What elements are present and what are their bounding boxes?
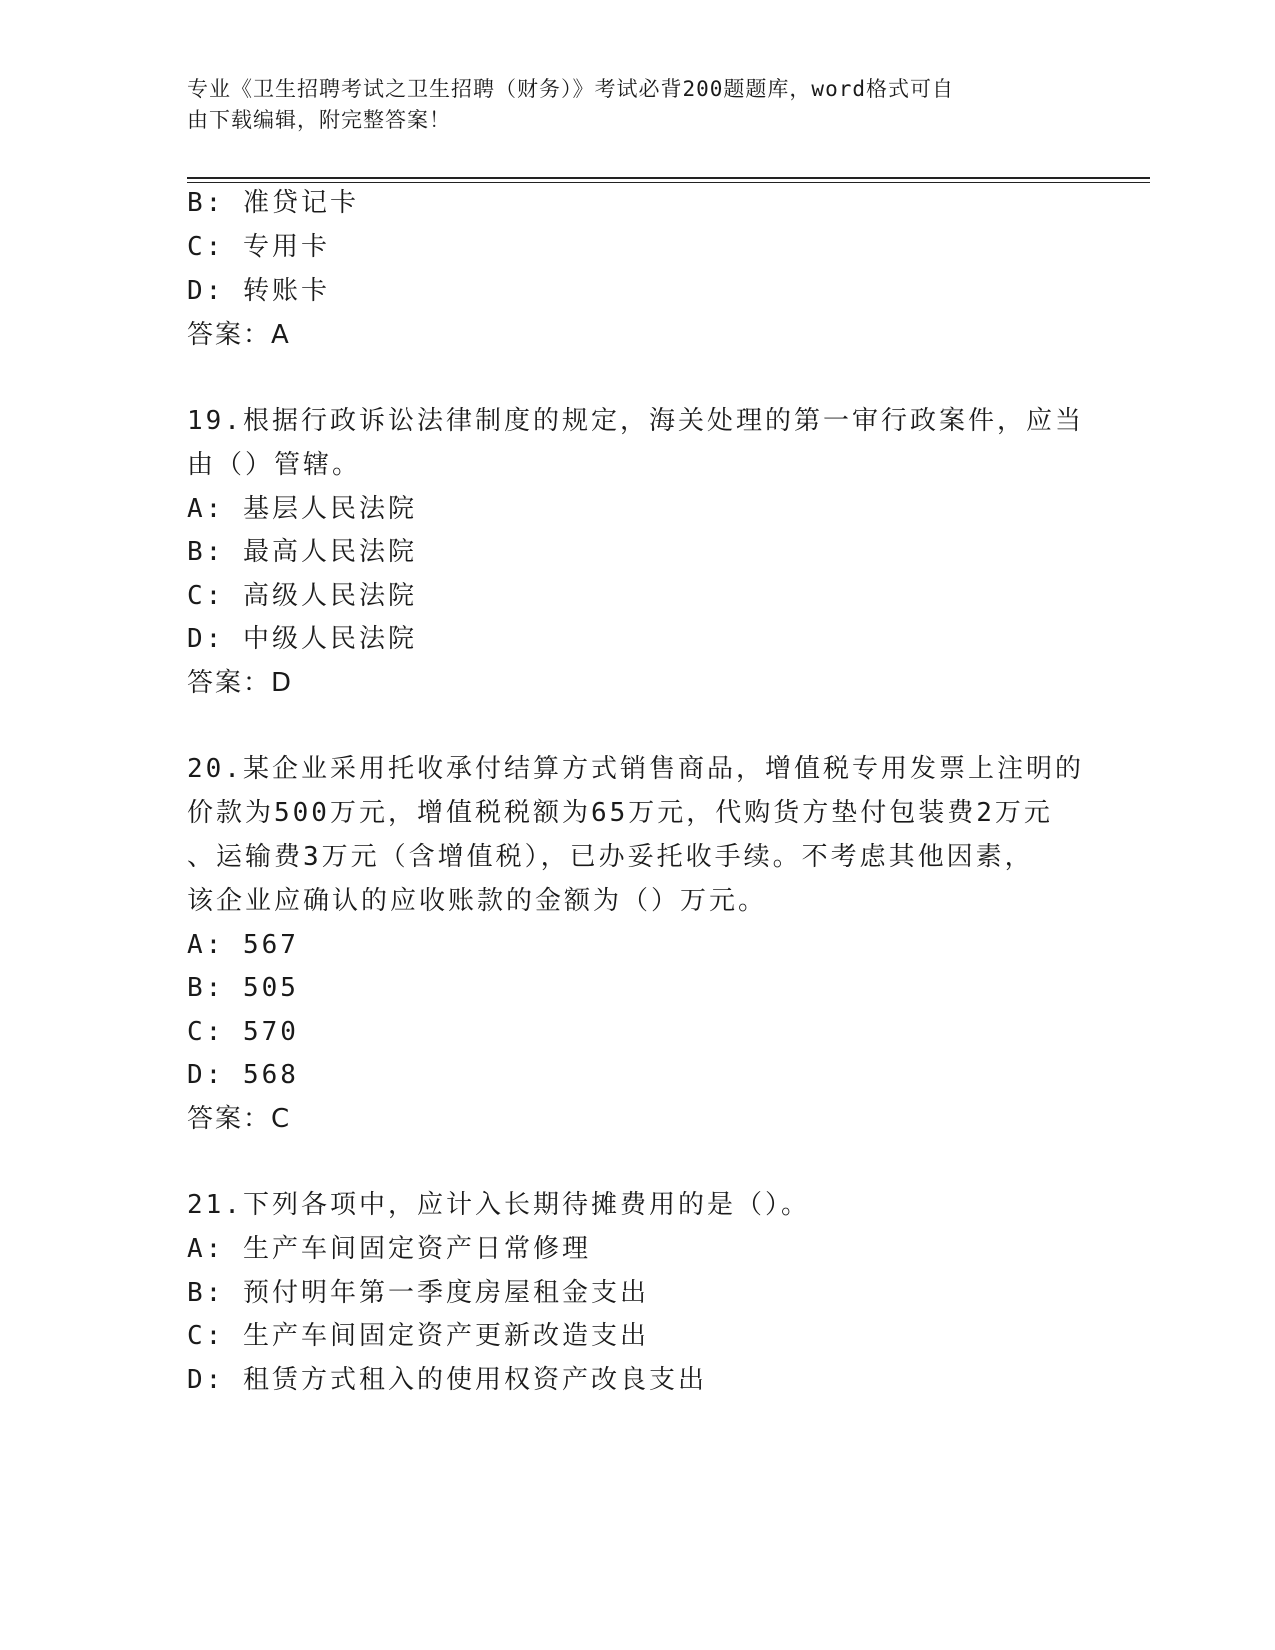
header-divider-thin — [187, 182, 1150, 183]
q18-option-d: D: 转账卡 — [187, 276, 330, 306]
q20-stem-line-4: 该企业应确认的应收账款的金额为（）万元。 — [187, 886, 768, 916]
q20-option-b: B: 505 — [187, 973, 299, 1003]
q20-option-c: C: 570 — [187, 1017, 299, 1047]
q20-option-d: D: 568 — [187, 1060, 299, 1090]
q19-option-d: D: 中级人民法院 — [187, 624, 417, 654]
q21-option-a: A: 生产车间固定资产日常修理 — [187, 1234, 591, 1264]
q20-answer: 答案：C — [187, 1104, 292, 1134]
header-divider-thick — [187, 177, 1150, 179]
document-header — [187, 74, 1087, 136]
q19-answer: 答案：D — [187, 668, 294, 698]
q21-stem-line-1: 21.下列各项中，应计入长期待摊费用的是（）。 — [187, 1190, 810, 1220]
q18-option-b: B: 准贷记卡 — [187, 188, 359, 218]
q21-option-d: D: 租赁方式租入的使用权资产改良支出 — [187, 1365, 707, 1395]
header-line-1: 专业《卫生招聘考试之卫生招聘（财务）》考试必背200题题库，word格式可自 — [187, 77, 954, 101]
q19-option-b: B: 最高人民法院 — [187, 537, 417, 567]
q18-option-c: C: 专用卡 — [187, 232, 330, 262]
q19-option-a: A: 基层人民法院 — [187, 494, 417, 524]
q20-stem-line-2: 价款为500万元，增值税税额为65万元，代购货方垫付包装费2万元 — [187, 798, 1053, 828]
header-line-2: 由下载编辑，附完整答案！ — [187, 108, 451, 132]
q19-stem-line-1: 19.根据行政诉讼法律制度的规定，海关处理的第一审行政案件，应当 — [187, 406, 1084, 436]
q19-option-c: C: 高级人民法院 — [187, 581, 417, 611]
q18-answer: 答案：A — [187, 320, 291, 350]
q20-stem-line-3: 、运输费3万元（含增值税），已办妥托收手续。不考虑其他因素， — [187, 842, 1034, 872]
q21-option-b: B: 预付明年第一季度房屋租金支出 — [187, 1278, 649, 1308]
q20-stem-line-1: 20.某企业采用托收承付结算方式销售商品，增值税专用发票上注明的 — [187, 754, 1084, 784]
q19-stem-line-2: 由（）管辖。 — [187, 450, 362, 480]
q20-option-a: A: 567 — [187, 930, 299, 960]
q21-option-c: C: 生产车间固定资产更新改造支出 — [187, 1321, 649, 1351]
